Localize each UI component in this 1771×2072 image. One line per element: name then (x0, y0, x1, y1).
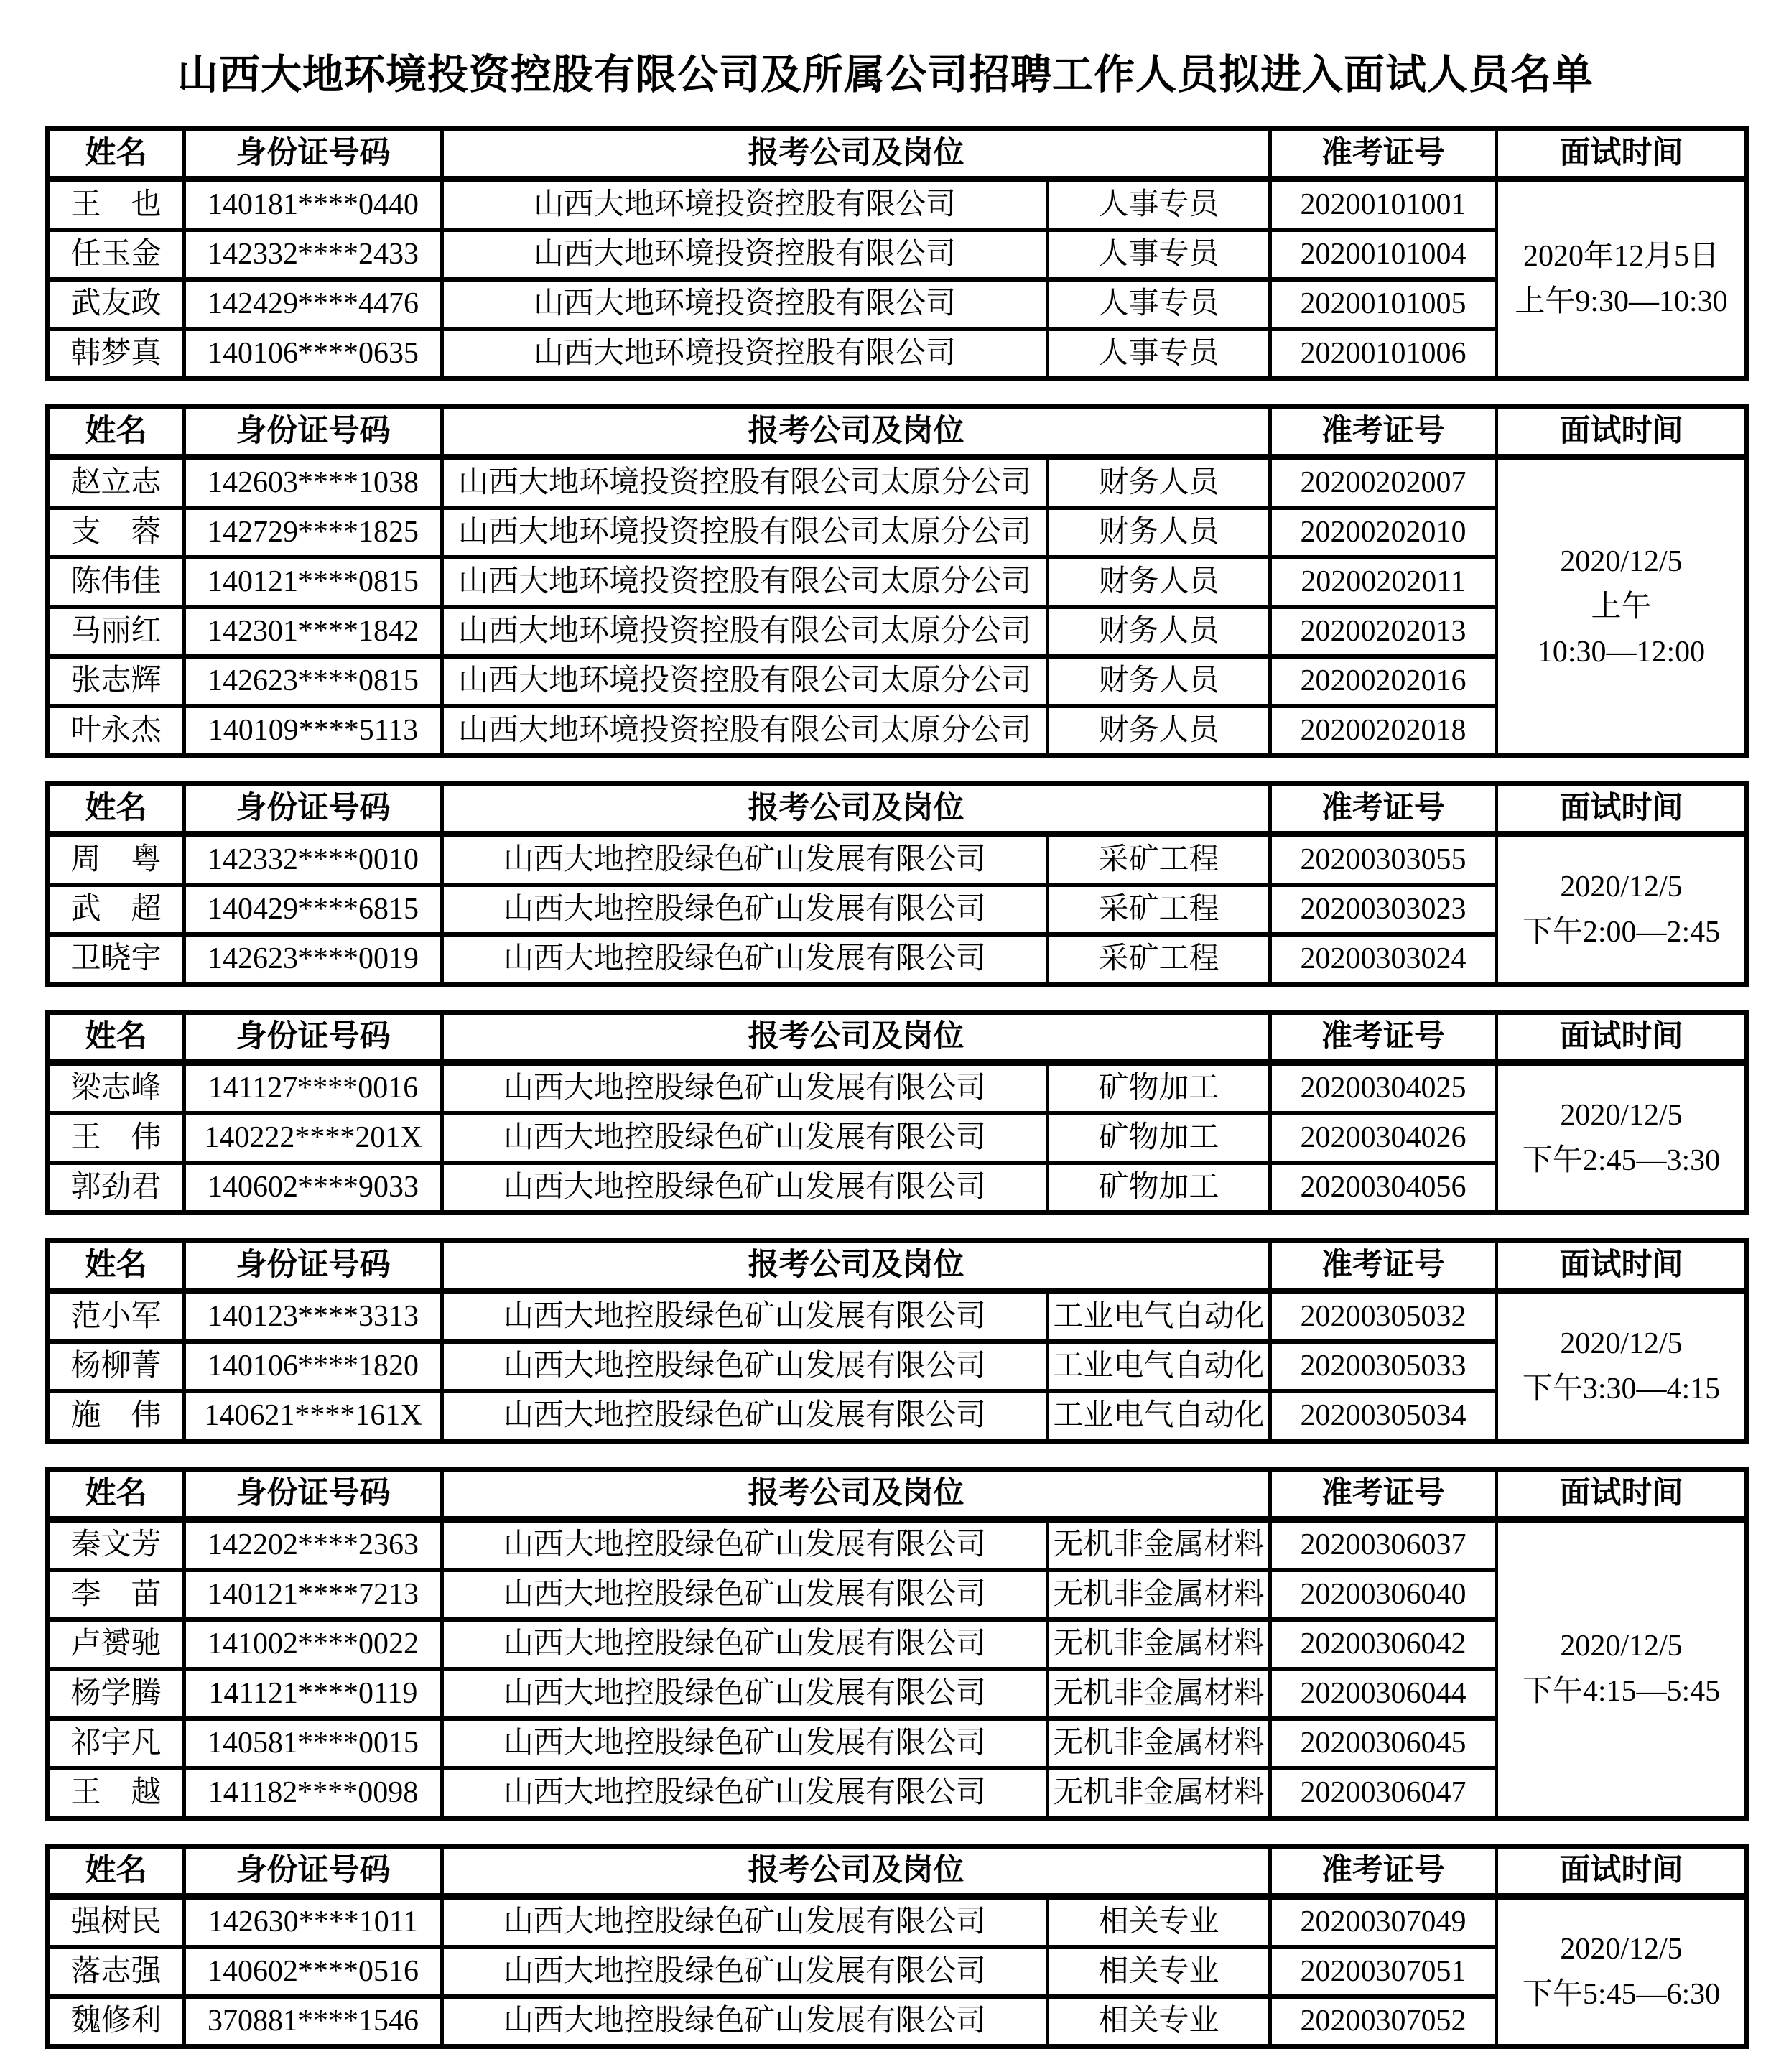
cell-id-number: 142623****0815 (185, 656, 442, 706)
cell-position: 相关专业 (1048, 1997, 1270, 2047)
cell-id-number: 142332****0010 (185, 835, 442, 886)
cell-company: 山西大地控股绿色矿山发展有限公司 (442, 1063, 1048, 1114)
table-row (47, 1570, 1747, 1620)
cell-company: 山西大地环境投资控股有限公司太原分公司 (442, 656, 1048, 706)
header-row (47, 1846, 1747, 1897)
cell-ticket-number: 20200306044 (1270, 1669, 1497, 1719)
interview-time-line: 2020/12/5 (1560, 544, 1683, 578)
cell-position: 财务人员 (1048, 706, 1270, 756)
cell-position: 矿物加工 (1048, 1163, 1270, 1213)
candidate-table (45, 1844, 1749, 2049)
table-row (47, 1520, 1747, 1571)
cell-company: 山西大地环境投资控股有限公司太原分公司 (442, 508, 1048, 557)
col-header-id-number: 身份证号码 (185, 784, 442, 835)
col-header-name: 姓名 (47, 129, 185, 180)
cell-id-number: 142301****1842 (185, 607, 442, 656)
interview-time-line: 下午5:45—6:30 (1522, 1977, 1721, 2011)
table-row (47, 329, 1747, 379)
cell-name: 施 伟 (47, 1391, 185, 1441)
table-row (47, 230, 1747, 279)
table-row (47, 1719, 1747, 1768)
tables-container (0, 126, 1771, 2049)
candidate-table (45, 126, 1749, 381)
col-header-interview-time: 面试时间 (1497, 1469, 1747, 1520)
cell-name: 支 蓉 (47, 508, 185, 557)
cell-position: 人事专员 (1048, 230, 1270, 279)
col-header-interview-time: 面试时间 (1497, 1241, 1747, 1291)
col-header-id-number: 身份证号码 (185, 1241, 442, 1291)
cell-name: 陈伟佳 (47, 557, 185, 607)
cell-id-number: 142332****2433 (185, 230, 442, 279)
cell-ticket-number: 20200305033 (1270, 1342, 1497, 1391)
cell-name: 秦文芳 (47, 1520, 185, 1571)
cell-company: 山西大地控股绿色矿山发展有限公司 (442, 1291, 1048, 1342)
cell-name: 张志辉 (47, 656, 185, 706)
table-row (47, 1947, 1747, 1997)
cell-ticket-number: 20200202016 (1270, 656, 1497, 706)
cell-id-number: 141121****0119 (185, 1669, 442, 1719)
cell-position: 无机非金属材料 (1048, 1768, 1270, 1818)
header-row (47, 1241, 1747, 1291)
col-header-ticket-number: 准考证号 (1270, 784, 1497, 835)
cell-position: 人事专员 (1048, 279, 1270, 329)
col-header-ticket-number: 准考证号 (1270, 1469, 1497, 1520)
interview-time-line: 2020/12/5 (1560, 870, 1683, 903)
cell-interview-time (1497, 1520, 1747, 1818)
interview-time-line: 下午2:00—2:45 (1522, 915, 1721, 949)
cell-ticket-number: 20200305034 (1270, 1391, 1497, 1441)
col-header-interview-time: 面试时间 (1497, 407, 1747, 457)
col-header-ticket-number: 准考证号 (1270, 1241, 1497, 1291)
cell-interview-time (1497, 1897, 1747, 2047)
cell-id-number: 140602****0516 (185, 1947, 442, 1997)
cell-name: 杨学腾 (47, 1669, 185, 1719)
cell-company: 山西大地环境投资控股有限公司太原分公司 (442, 557, 1048, 607)
cell-name: 赵立志 (47, 457, 185, 508)
cell-ticket-number: 20200307051 (1270, 1947, 1497, 1997)
table-row (47, 885, 1747, 934)
cell-position: 无机非金属材料 (1048, 1620, 1270, 1669)
col-header-id-number: 身份证号码 (185, 1846, 442, 1897)
cell-position: 相关专业 (1048, 1947, 1270, 1997)
col-header-ticket-number: 准考证号 (1270, 407, 1497, 457)
cell-company: 山西大地控股绿色矿山发展有限公司 (442, 1163, 1048, 1213)
cell-company: 山西大地环境投资控股有限公司 (442, 230, 1048, 279)
cell-id-number: 142623****0019 (185, 934, 442, 985)
cell-id-number: 142429****4476 (185, 279, 442, 329)
col-header-id-number: 身份证号码 (185, 1013, 442, 1063)
col-header-company-position: 报考公司及岗位 (442, 129, 1270, 180)
table-row (47, 607, 1747, 656)
col-header-name: 姓名 (47, 1846, 185, 1897)
table-row (47, 835, 1747, 886)
cell-company: 山西大地控股绿色矿山发展有限公司 (442, 1342, 1048, 1391)
page-title: 山西大地环境投资控股有限公司及所属公司招聘工作人员拟进入面试人员名单 (177, 52, 1594, 98)
cell-company: 山西大地控股绿色矿山发展有限公司 (442, 1669, 1048, 1719)
cell-name: 武 超 (47, 885, 185, 934)
cell-id-number: 141182****0098 (185, 1768, 442, 1818)
col-header-interview-time: 面试时间 (1497, 1013, 1747, 1063)
cell-id-number: 140106****1820 (185, 1342, 442, 1391)
cell-id-number: 140222****201X (185, 1113, 442, 1163)
cell-company: 山西大地环境投资控股有限公司太原分公司 (442, 706, 1048, 756)
cell-position: 无机非金属材料 (1048, 1570, 1270, 1620)
candidate-table (45, 1238, 1749, 1444)
table-row (47, 1391, 1747, 1441)
cell-position: 无机非金属材料 (1048, 1669, 1270, 1719)
table-row (47, 1063, 1747, 1114)
table-row (47, 1163, 1747, 1213)
col-header-company-position: 报考公司及岗位 (442, 784, 1270, 835)
cell-interview-time (1497, 1291, 1747, 1441)
interview-time-line: 2020/12/5 (1560, 1630, 1683, 1663)
cell-name: 李 苗 (47, 1570, 185, 1620)
cell-name: 落志强 (47, 1947, 185, 1997)
cell-ticket-number: 20200307049 (1270, 1897, 1497, 1948)
table-row (47, 656, 1747, 706)
cell-company: 山西大地控股绿色矿山发展有限公司 (442, 1997, 1048, 2047)
cell-id-number: 142603****1038 (185, 457, 442, 508)
col-header-company-position: 报考公司及岗位 (442, 407, 1270, 457)
cell-interview-time (1497, 835, 1747, 985)
cell-ticket-number: 20200304056 (1270, 1163, 1497, 1213)
cell-id-number: 140181****0440 (185, 180, 442, 231)
table-row (47, 1669, 1747, 1719)
col-header-company-position: 报考公司及岗位 (442, 1013, 1270, 1063)
cell-ticket-number: 20200202011 (1270, 557, 1497, 607)
cell-name: 祁宇凡 (47, 1719, 185, 1768)
cell-ticket-number: 20200101005 (1270, 279, 1497, 329)
cell-company: 山西大地环境投资控股有限公司 (442, 329, 1048, 379)
cell-position: 矿物加工 (1048, 1113, 1270, 1163)
col-header-name: 姓名 (47, 1241, 185, 1291)
candidate-table (45, 1010, 1749, 1215)
cell-ticket-number: 20200304025 (1270, 1063, 1497, 1114)
cell-name: 武友政 (47, 279, 185, 329)
cell-id-number: 140109****5113 (185, 706, 442, 756)
cell-id-number: 141002****0022 (185, 1620, 442, 1669)
header-row (47, 1013, 1747, 1063)
cell-position: 工业电气自动化 (1048, 1391, 1270, 1441)
cell-name: 卫晓宇 (47, 934, 185, 985)
cell-interview-time (1497, 1063, 1747, 1213)
table-row (47, 1620, 1747, 1669)
cell-ticket-number: 20200202007 (1270, 457, 1497, 508)
cell-position: 采矿工程 (1048, 885, 1270, 934)
cell-name: 魏修利 (47, 1997, 185, 2047)
header-row (47, 784, 1747, 835)
header-row (47, 407, 1747, 457)
cell-interview-time (1497, 457, 1747, 756)
cell-id-number: 140123****3313 (185, 1291, 442, 1342)
cell-ticket-number: 20200306045 (1270, 1719, 1497, 1768)
cell-name: 王 伟 (47, 1113, 185, 1163)
cell-company: 山西大地环境投资控股有限公司太原分公司 (442, 457, 1048, 508)
candidate-table (45, 781, 1749, 987)
cell-id-number: 140121****0815 (185, 557, 442, 607)
cell-ticket-number: 20200101006 (1270, 329, 1497, 379)
cell-name: 杨柳菁 (47, 1342, 185, 1391)
col-header-name: 姓名 (47, 407, 185, 457)
cell-ticket-number: 20200303023 (1270, 885, 1497, 934)
cell-company: 山西大地控股绿色矿山发展有限公司 (442, 1719, 1048, 1768)
cell-id-number: 140429****6815 (185, 885, 442, 934)
cell-name: 梁志峰 (47, 1063, 185, 1114)
cell-ticket-number: 20200101001 (1270, 180, 1497, 231)
col-header-interview-time: 面试时间 (1497, 129, 1747, 180)
cell-ticket-number: 20200202010 (1270, 508, 1497, 557)
cell-position: 财务人员 (1048, 508, 1270, 557)
cell-name: 王 也 (47, 180, 185, 231)
table-row (47, 706, 1747, 756)
table-row (47, 934, 1747, 985)
cell-id-number: 370881****1546 (185, 1997, 442, 2047)
cell-position: 财务人员 (1048, 557, 1270, 607)
table-row (47, 1342, 1747, 1391)
cell-position: 财务人员 (1048, 656, 1270, 706)
col-header-name: 姓名 (47, 1469, 185, 1520)
col-header-id-number: 身份证号码 (185, 407, 442, 457)
cell-position: 财务人员 (1048, 607, 1270, 656)
cell-position: 相关专业 (1048, 1897, 1270, 1948)
col-header-company-position: 报考公司及岗位 (442, 1469, 1270, 1520)
cell-company: 山西大地控股绿色矿山发展有限公司 (442, 1768, 1048, 1818)
cell-interview-time (1497, 180, 1747, 379)
cell-name: 范小军 (47, 1291, 185, 1342)
col-header-name: 姓名 (47, 1013, 185, 1063)
col-header-id-number: 身份证号码 (185, 1469, 442, 1520)
cell-position: 采矿工程 (1048, 835, 1270, 886)
cell-ticket-number: 20200303024 (1270, 934, 1497, 985)
cell-company: 山西大地环境投资控股有限公司太原分公司 (442, 607, 1048, 656)
table-row (47, 180, 1747, 231)
col-header-name: 姓名 (47, 784, 185, 835)
cell-company: 山西大地环境投资控股有限公司 (442, 279, 1048, 329)
table-row (47, 1291, 1747, 1342)
cell-position: 工业电气自动化 (1048, 1291, 1270, 1342)
cell-id-number: 142630****1011 (185, 1897, 442, 1948)
cell-position: 财务人员 (1048, 457, 1270, 508)
cell-id-number: 142729****1825 (185, 508, 442, 557)
cell-id-number: 141127****0016 (185, 1063, 442, 1114)
table-row (47, 1997, 1747, 2047)
interview-time-line: 下午2:45—3:30 (1522, 1143, 1721, 1177)
col-header-company-position: 报考公司及岗位 (442, 1241, 1270, 1291)
candidate-table (45, 1467, 1749, 1821)
interview-time-line: 2020年12月5日 (1523, 240, 1719, 273)
cell-ticket-number: 20200306037 (1270, 1520, 1497, 1571)
cell-name: 马丽红 (47, 607, 185, 656)
cell-ticket-number: 20200202013 (1270, 607, 1497, 656)
cell-company: 山西大地控股绿色矿山发展有限公司 (442, 1113, 1048, 1163)
cell-id-number: 140602****9033 (185, 1163, 442, 1213)
cell-id-number: 140121****7213 (185, 1570, 442, 1620)
cell-position: 无机非金属材料 (1048, 1719, 1270, 1768)
col-header-interview-time: 面试时间 (1497, 1846, 1747, 1897)
header-row (47, 1469, 1747, 1520)
cell-ticket-number: 20200306040 (1270, 1570, 1497, 1620)
cell-ticket-number: 20200101004 (1270, 230, 1497, 279)
header-row (47, 129, 1747, 180)
cell-company: 山西大地控股绿色矿山发展有限公司 (442, 1391, 1048, 1441)
interview-time-line: 下午3:30—4:15 (1522, 1372, 1721, 1406)
cell-company: 山西大地控股绿色矿山发展有限公司 (442, 1947, 1048, 1997)
interview-time-line: 2020/12/5 (1560, 1327, 1683, 1360)
cell-position: 无机非金属材料 (1048, 1520, 1270, 1571)
cell-company: 山西大地控股绿色矿山发展有限公司 (442, 1897, 1048, 1948)
interview-time-line: 10:30—12:00 (1537, 635, 1706, 669)
cell-name: 叶永杰 (47, 706, 185, 756)
cell-company: 山西大地控股绿色矿山发展有限公司 (442, 1570, 1048, 1620)
cell-name: 郭劲君 (47, 1163, 185, 1213)
col-header-interview-time: 面试时间 (1497, 784, 1747, 835)
table-row (47, 508, 1747, 557)
cell-position: 人事专员 (1048, 180, 1270, 231)
cell-id-number: 140581****0015 (185, 1719, 442, 1768)
cell-company: 山西大地控股绿色矿山发展有限公司 (442, 1620, 1048, 1669)
table-row (47, 1897, 1747, 1948)
interview-time-line: 上午9:30—10:30 (1515, 285, 1728, 318)
cell-ticket-number: 20200202018 (1270, 706, 1497, 756)
cell-position: 人事专员 (1048, 329, 1270, 379)
col-header-ticket-number: 准考证号 (1270, 1846, 1497, 1897)
table-row (47, 1113, 1747, 1163)
col-header-id-number: 身份证号码 (185, 129, 442, 180)
cell-position: 采矿工程 (1048, 934, 1270, 985)
candidate-table (45, 404, 1749, 758)
cell-ticket-number: 20200307052 (1270, 1997, 1497, 2047)
cell-id-number: 140106****0635 (185, 329, 442, 379)
cell-company: 山西大地控股绿色矿山发展有限公司 (442, 835, 1048, 886)
cell-name: 韩梦真 (47, 329, 185, 379)
cell-position: 矿物加工 (1048, 1063, 1270, 1114)
cell-company: 山西大地环境投资控股有限公司 (442, 180, 1048, 231)
cell-id-number: 142202****2363 (185, 1520, 442, 1571)
cell-ticket-number: 20200303055 (1270, 835, 1497, 886)
cell-name: 强树民 (47, 1897, 185, 1948)
interview-time-line: 2020/12/5 (1560, 1098, 1683, 1132)
table-row (47, 457, 1747, 508)
cell-ticket-number: 20200306047 (1270, 1768, 1497, 1818)
cell-name: 任玉金 (47, 230, 185, 279)
table-row (47, 557, 1747, 607)
cell-company: 山西大地控股绿色矿山发展有限公司 (442, 934, 1048, 985)
cell-id-number: 140621****161X (185, 1391, 442, 1441)
col-header-ticket-number: 准考证号 (1270, 129, 1497, 180)
cell-ticket-number: 20200306042 (1270, 1620, 1497, 1669)
cell-company: 山西大地控股绿色矿山发展有限公司 (442, 1520, 1048, 1571)
col-header-company-position: 报考公司及岗位 (442, 1846, 1270, 1897)
interview-time-line: 下午4:15—5:45 (1522, 1675, 1721, 1708)
cell-name: 王 越 (47, 1768, 185, 1818)
table-row (47, 1768, 1747, 1818)
interview-time-line: 上午 (1591, 590, 1652, 623)
cell-name: 周 粤 (47, 835, 185, 886)
cell-position: 工业电气自动化 (1048, 1342, 1270, 1391)
cell-ticket-number: 20200305032 (1270, 1291, 1497, 1342)
cell-company: 山西大地控股绿色矿山发展有限公司 (442, 885, 1048, 934)
interview-time-line: 2020/12/5 (1560, 1932, 1683, 1966)
cell-name: 卢赟驰 (47, 1620, 185, 1669)
cell-ticket-number: 20200304026 (1270, 1113, 1497, 1163)
col-header-ticket-number: 准考证号 (1270, 1013, 1497, 1063)
table-row (47, 279, 1747, 329)
